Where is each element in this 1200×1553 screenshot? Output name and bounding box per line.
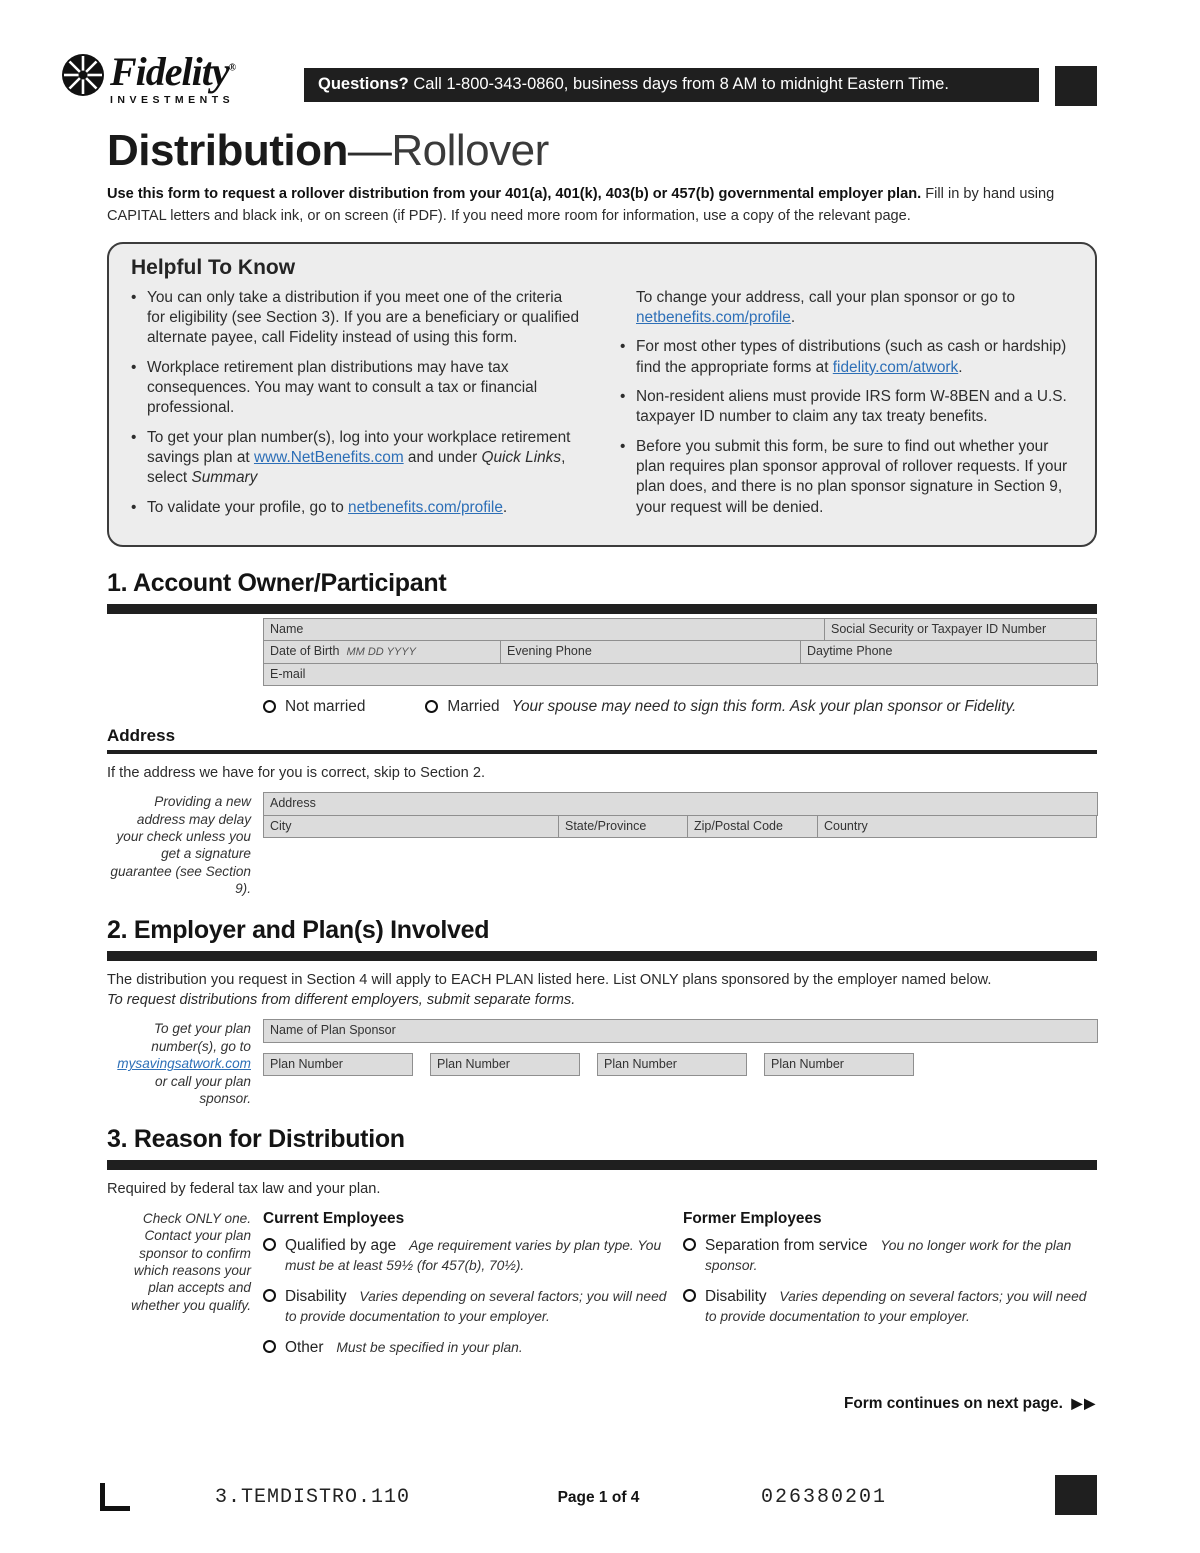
separation-radio[interactable]: [683, 1238, 696, 1251]
helpful-right-column: [620, 288, 1073, 527]
bullet-dot: •: [620, 437, 626, 455]
daytime-phone-label: Daytime Phone: [801, 641, 1096, 662]
bullet-dot: •: [620, 388, 626, 406]
helpful-bullet: • Workplace retirement plan distributions may have tax consequences. You may want to consult a tax or financial professional.: [131, 358, 584, 419]
section-divider-bar: [107, 604, 1097, 614]
address-subheading: Address: [107, 725, 176, 745]
married-radio[interactable]: [425, 700, 438, 713]
current-employees-header: Current Employees: [263, 1209, 405, 1227]
marital-status-row: [263, 698, 1098, 716]
mysavingsatwork-link[interactable]: mysavingsatwork.com: [117, 1056, 251, 1072]
barcode-number: 026380201: [760, 1486, 887, 1509]
section-3: [107, 1125, 1097, 1369]
page-footer: [100, 1471, 1097, 1517]
section-3-heading: 3. Reason for Distribution: [107, 1125, 405, 1154]
fidelity-wordmark: Fidelity® INVESTMENTS: [110, 49, 236, 106]
reason-option-disability-former: [683, 1287, 1097, 1327]
page-number: Page 1 of 4: [557, 1489, 640, 1506]
helpful-bullet: • To validate your profile, go to netbenefits.com/profile.: [131, 498, 584, 518]
city-label: City: [264, 816, 558, 837]
plan-sponsor-field: [263, 1019, 1098, 1042]
not-married-radio[interactable]: [263, 700, 276, 713]
form-continues-note: Form continues on next page. ▶▶: [843, 1394, 1097, 1412]
evening-phone-field: [500, 640, 801, 663]
reason-option-separation: [683, 1236, 1097, 1276]
plan-number-field-2: [430, 1053, 580, 1076]
print-registration-square-bottom: [1055, 1475, 1097, 1515]
option-label[interactable]: Disability: [705, 1287, 767, 1305]
section-divider-bar: [107, 951, 1097, 961]
reason-option-qualified-by-age: [263, 1236, 669, 1276]
reason-option-other: [263, 1338, 669, 1358]
option-desc: Varies depending on several factors; you will need to provide documentation to your employer.: [705, 1288, 1087, 1324]
page-header: [60, 49, 1097, 106]
helpful-item-no-bullet: To change your address, call your plan sponsor or go to netbenefits.com/profile.: [620, 288, 1073, 329]
section-divider-bar: [107, 1160, 1097, 1170]
ssn-label: Social Security or Taxpayer ID Number: [825, 619, 1096, 640]
section-2-instruction: The distribution you request in Section 4 will apply to EACH PLAN listed here. List ONLY plans sponsored by the employer named below. To request distributions from different employers, submit separate forms.: [107, 971, 992, 1009]
section-1-gutter: [107, 619, 263, 726]
helpful-bullet: • For most other types of distributions (such as cash or hardship) find the appropriate forms at fidelity.com/atwork.: [620, 337, 1073, 378]
questions-label: Questions?: [318, 75, 409, 93]
netbenefits-link[interactable]: www.NetBenefits.com: [253, 449, 404, 467]
plan-number-field-1: [263, 1053, 413, 1076]
helpful-title: Helpful To Know: [131, 255, 296, 279]
evening-phone-label: Evening Phone: [501, 641, 800, 662]
questions-bar: [304, 68, 1039, 102]
helpful-bullet: • To get your plan number(s), log into your workplace retirement savings plan at www.NetBenefits.com and under Quick Links, select Summary: [131, 428, 584, 489]
zip-label: Zip/Postal Code: [688, 816, 817, 837]
intro-paragraph: Use this form to request a rollover distribution from your 401(a), 401(k), 403(b) or 457(b) governmental employer plan. Fill in by hand using CAPITAL letters and black ink, or on screen (if PDF). If you need more room for information, use a copy of the relevant page.: [107, 186, 1055, 224]
section-3-instruction: Required by federal tax law and your plan.: [107, 1181, 381, 1198]
print-registration-square-top: [1055, 66, 1097, 106]
option-desc: You no longer work for the plan sponsor.: [705, 1237, 1072, 1273]
page-title: Distribution—Rollover: [107, 126, 549, 175]
disability-current-radio[interactable]: [263, 1289, 276, 1302]
reason-option-disability-current: [263, 1287, 669, 1327]
disability-former-radio[interactable]: [683, 1289, 696, 1302]
country-label: Country: [818, 816, 1096, 837]
bullet-dot: •: [620, 338, 626, 356]
dob-label: Date of Birth: [270, 644, 340, 659]
plan-sponsor-label: Name of Plan Sponsor: [264, 1020, 1097, 1041]
email-field: [263, 663, 1098, 686]
double-arrow-icon: ▶▶: [1071, 1394, 1097, 1411]
address-divider-bar: [107, 750, 1097, 754]
current-employees-column: [263, 1210, 683, 1369]
state-label: State/Province: [559, 816, 687, 837]
fidelity-logo: [60, 49, 292, 106]
address-side-note: Providing a new address may delay your check unless you get a signature guarantee (see Section 9).: [110, 794, 251, 897]
helpful-bullet: • Non-resident aliens must provide IRS form W-8BEN and a U.S. taxpayer ID number to claim any tax treaty benefits.: [620, 387, 1073, 428]
address-label: Address: [264, 793, 1097, 814]
city-field: [263, 815, 559, 838]
option-desc: Must be specified in your plan.: [336, 1339, 523, 1355]
bullet-dot: •: [131, 358, 137, 376]
helpful-to-know-box: [107, 242, 1097, 547]
email-label: E-mail: [264, 664, 1097, 685]
option-label[interactable]: Disability: [285, 1287, 347, 1305]
state-field: [558, 815, 688, 838]
name-field: [263, 618, 825, 641]
plan-number-field-4: [764, 1053, 914, 1076]
section-3-side-note: Check ONLY one. Contact your plan sponsor to confirm which reasons your plan accepts and whether you qualify.: [131, 1210, 251, 1313]
former-employees-column: [683, 1210, 1097, 1369]
fidelity-atwork-link[interactable]: fidelity.com/atwork: [832, 358, 959, 376]
netbenefits-profile-link[interactable]: netbenefits.com/profile: [348, 498, 503, 516]
plan-number-field-3: [597, 1053, 747, 1076]
fidelity-investments-text: INVESTMENTS: [110, 94, 235, 106]
plan-number-label: Plan Number: [264, 1054, 412, 1075]
section-2-side-note: To get your plan number(s), go to mysavingsatwork.com or call your plan sponsor.: [117, 1021, 251, 1107]
bullet-dot: [620, 288, 636, 329]
bullet-dot: •: [131, 428, 137, 446]
section-2-heading: 2. Employer and Plan(s) Involved: [107, 915, 490, 944]
helpful-left-column: [131, 288, 584, 527]
bullet-dot: •: [131, 288, 137, 306]
daytime-phone-field: [800, 640, 1097, 663]
ssn-field: [824, 618, 1097, 641]
zip-field: [687, 815, 818, 838]
helpful-bullet: • You can only take a distribution if you meet one of the criteria for eligibility (see Section 3). If you are a beneficiary or qualified alternate payee, call Fidelity instead of using this form.: [131, 288, 584, 349]
section-1: [107, 569, 1097, 898]
address-field: [263, 792, 1098, 815]
section-1-heading: 1. Account Owner/Participant: [107, 569, 447, 598]
section-2: [107, 916, 1097, 1108]
married-label[interactable]: Married: [447, 697, 500, 715]
marital-note: Your spouse may need to sign this form. Ask your plan sponsor or Fidelity.: [511, 697, 1017, 715]
netbenefits-profile-link[interactable]: netbenefits.com/profile: [636, 309, 791, 327]
form-code: 3.TEMDISTRO.110: [215, 1486, 411, 1509]
plan-number-label: Plan Number: [598, 1054, 746, 1075]
questions-text: Call 1-800-343-0860, business days from 8 AM to midnight Eastern Time.: [408, 75, 949, 93]
not-married-label[interactable]: Not married: [285, 697, 366, 715]
option-label[interactable]: Qualified by age: [285, 1236, 397, 1254]
former-employees-header: Former Employees: [683, 1209, 822, 1227]
dob-format-hint: MM DD YYYY: [346, 646, 416, 659]
qualified-by-age-radio[interactable]: [263, 1238, 276, 1251]
plan-number-label: Plan Number: [431, 1054, 579, 1075]
option-desc: Varies depending on several factors; you will need to provide documentation to your employer.: [285, 1288, 667, 1324]
bullet-dot: •: [131, 498, 137, 516]
option-desc: Age requirement varies by plan type. You must be at least 59½ (for 457(b), 70½).: [285, 1237, 662, 1273]
country-field: [817, 815, 1097, 838]
option-label[interactable]: Separation from service: [705, 1236, 868, 1254]
address-instruction: If the address we have for you is correct, skip to Section 2.: [107, 764, 485, 781]
helpful-bullet: • Before you submit this form, be sure to find out whether your plan requires plan sponsor approval of rollover requests. If your plan does, and there is no plan sponsor signature in Section 9, your request will be denied.: [620, 437, 1073, 518]
dob-field: [263, 640, 501, 663]
option-label[interactable]: Other: [285, 1338, 324, 1356]
other-radio[interactable]: [263, 1340, 276, 1353]
name-label: Name: [264, 619, 824, 640]
fidelity-pinwheel-icon: [60, 52, 106, 103]
plan-number-label: Plan Number: [765, 1054, 913, 1075]
